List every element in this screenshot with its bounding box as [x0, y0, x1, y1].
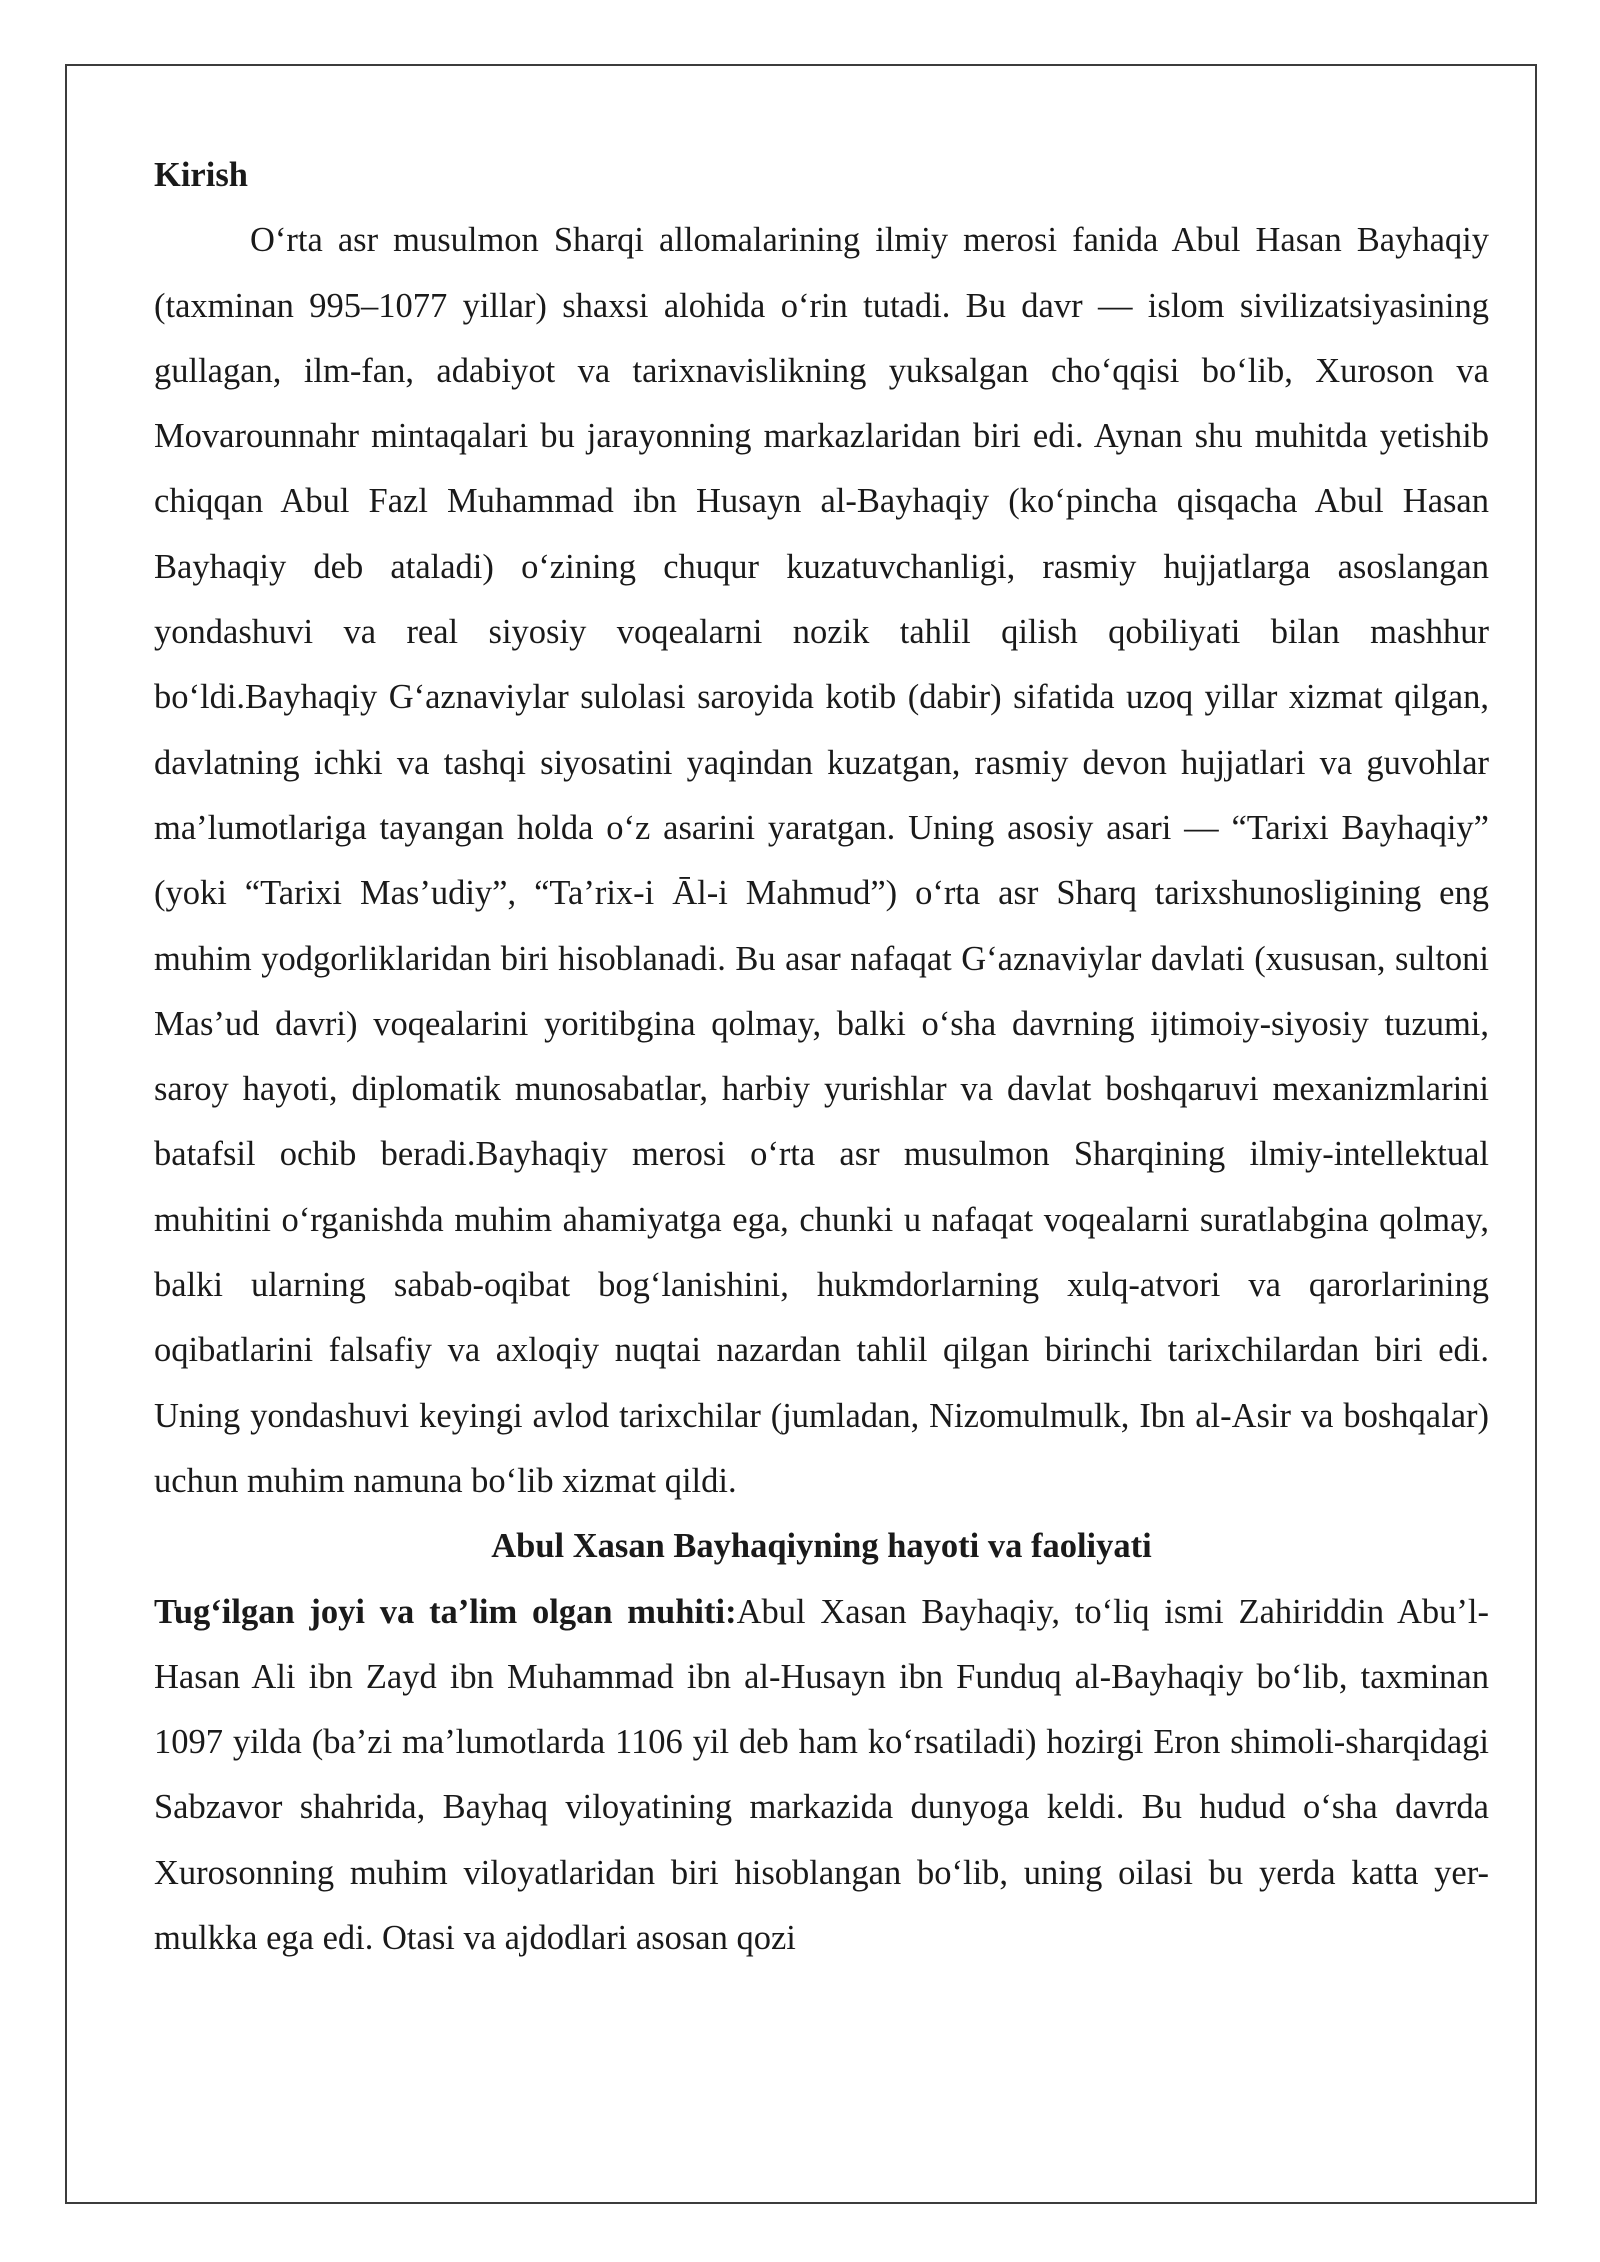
section-title: Abul Xasan Bayhaqiyning hayoti va faoliyati — [491, 1527, 1152, 1566]
heading-kirish: Kirish — [154, 156, 248, 194]
birthplace-lead: Tug‘ilgan joyi va ta’lim olgan muhiti: — [154, 1592, 737, 1631]
document-body — [154, 143, 1489, 1971]
birthplace-paragraph — [154, 1580, 1489, 1972]
intro-paragraph: O‘rta asr musulmon Sharqi allomalarining ilmiy merosi fanida Abul Hasan Bayhaqiy (taxminan 995–1077 yillar) shaxsi alohida o‘rin tutadi. Bu davr — islom sivilizatsiyasining gullagan, ilm-fan, adabiyot va tarixnavislikning yuksalgan cho‘qqisi bo‘lib, Xuroson va Movarounnahr mintaqalari bu jarayonning markazlaridan biri edi. Aynan shu muhitda yetishib chiqqan Abul Fazl Muhammad ibn Husayn al-Bayhaqiy (ko‘pincha qisqacha Abul Hasan Bayhaqiy deb ataladi) o‘zining chuqur kuzatuvchanligi, rasmiy hujjatlarga asoslangan yondashuvi va real siyosiy voqealarni nozik tahlil qilish qobiliyati bilan mashhur bo‘ldi.Bayhaqiy G‘aznaviylar sulolasi saroyida kotib (dabir) sifatida uzoq yillar xizmat qilgan, davlatning ichki va tashqi siyosatini yaqindan kuzatgan, rasmiy devon hujjatlari va guvohlar ma’lumotlariga tayangan holda o‘z asarini yaratgan. Uning asosiy asari — “Tarixi Bayhaqiy” (yoki “Tarixi Mas’udiy”, “Ta’rix-i Āl-i Mahmud”) o‘rta asr Sharq tarixshunosligining eng muhim yodgorliklaridan biri hisoblanadi. Bu asar nafaqat G‘aznaviylar davlati (xususan, sultoni Mas’ud davri) voqealarini yoritibgina qolmay, balki o‘sha davrning ijtimoiy-siyosiy tuzumi, saroy hayoti, diplomatik munosabatlar, harbiy yurishlar va davlat boshqaruvi mexanizmlarini batafsil ochib beradi.Bayhaqiy merosi o‘rta asr musulmon Sharqining ilmiy-intellektual muhitini o‘rganishda muhim ahamiyatga ega, chunki u nafaqat voqealarni suratlabgina qolmay, balki ularning sabab-oqibat bog‘lanishini, hukmdorlarning xulq-atvori va qarorlarining oqibatlarini falsafiy va axloqiy nuqtai nazardan tahlil qilgan birinchi tarixchilardan biri edi. Uning yondashuvi keyingi avlod tarixchilar (jumladan, Nizomulmulk, Ibn al-Asir va boshqalar) uchun muhim namuna bo‘lib xizmat qildi. — [154, 221, 1489, 1500]
birthplace-text: Abul Xasan Bayhaqiy, to‘liq ismi Zahiriddin Abu’l-Hasan Ali ibn Zayd ibn Muhammad ibn al-Husayn ibn Funduq al-Bayhaqiy bo‘lib, taxminan 1097 yilda (ba’zi ma’lumotlarda 1106 yil deb ham ko‘rsatiladi) hozirgi Eron shimoli-sharqidagi Sabzavor shahrida, Bayhaq viloyatining markazida dunyoga keldi. Bu hudud o‘sha davrda Xurosonning muhim viloyatlaridan biri hisoblangan bo‘lib, uning oilasi bu yerda katta yer-mulkka ega edi. Otasi va ajdodlari asosan qozi — [154, 1592, 1489, 1958]
